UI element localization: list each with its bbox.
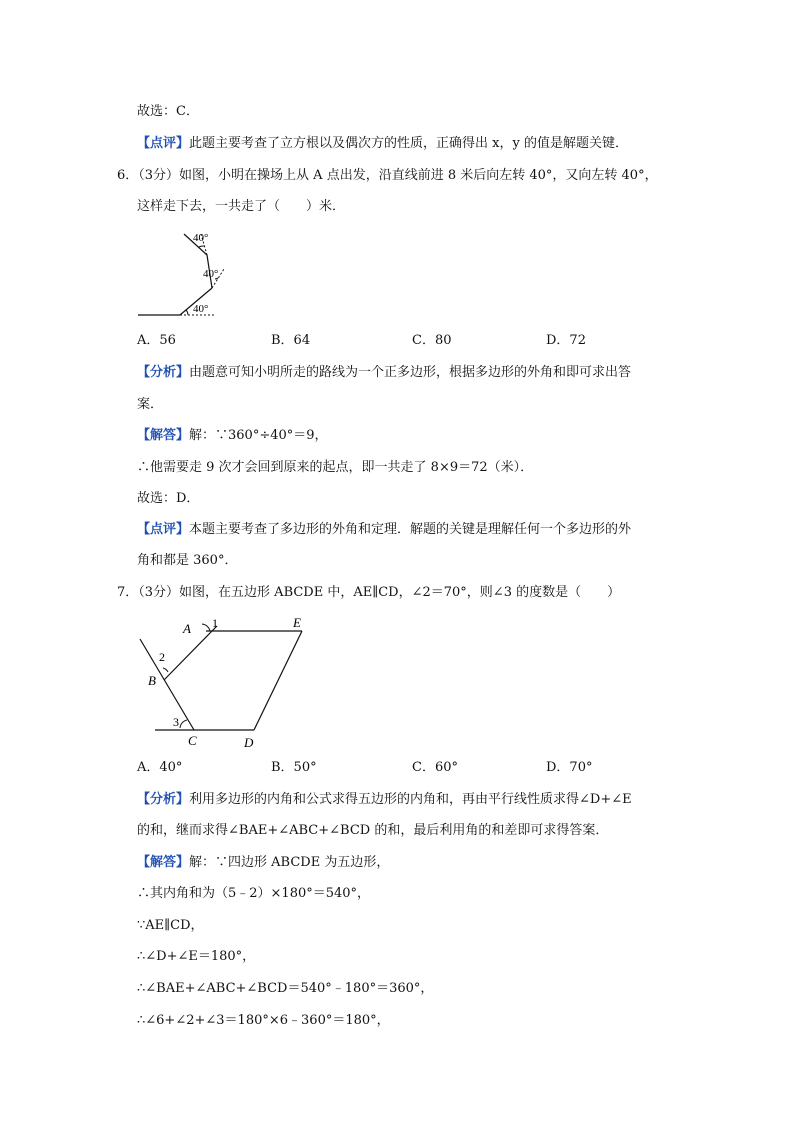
q6-analysis-line2: 案． — [137, 397, 164, 412]
analysis-text: 由题意可知小明所走的路线为一个正多边形，根据多边形的外角和即可求出答 — [189, 365, 632, 380]
q6-analysis-line1 — [137, 364, 631, 382]
q7-label-1: 1 — [212, 616, 218, 630]
solution-tag: 【解答】 — [137, 855, 190, 870]
comment-text: 本题主要考查了多边形的外角和定理．解题的关键是理解任何一个多边形的外 — [189, 522, 632, 537]
comment-tag: 【点评】 — [137, 136, 190, 151]
q6-stem-line1: 6．（3分）如图，小明在操场上从 A 点出发，沿直线前进 8 米后向左转 40°，又向左转 40°， — [117, 168, 658, 183]
solution-text: 解：∵360°÷40°＝9， — [189, 428, 328, 443]
q7-solution-line1 — [137, 854, 389, 872]
q6-option-b: B．64 — [271, 333, 311, 348]
comment-text: 此题主要考查了立方根以及偶次方的性质，正确得出 x，y 的值是解题关键． — [189, 136, 628, 151]
q7-solution-line5: ∴∠BAE+∠ABC+∠BCD＝540°﹣180°＝360°， — [137, 981, 434, 996]
q7-label-3: 3 — [173, 715, 179, 729]
analysis-tag: 【分析】 — [137, 365, 190, 380]
q7-solution-line4: ∴∠D+∠E＝180°， — [137, 949, 256, 964]
q6-comment-line1 — [137, 521, 631, 539]
q7-figure — [132, 612, 322, 752]
q6-figure — [135, 222, 235, 322]
q7-label-C: C — [188, 733, 197, 748]
q6-angle-label-2: 40° — [203, 268, 219, 280]
q6-option-c: C．80 — [412, 333, 452, 348]
prev-choose: 故选：C． — [137, 104, 199, 119]
q6-choose: 故选：D． — [137, 491, 200, 506]
q6-comment-line2: 角和都是 360°． — [137, 553, 238, 568]
q7-solution-line6: ∴∠6+∠2+∠3＝180°×6﹣360°＝180°， — [137, 1013, 390, 1028]
q7-label-A: A — [183, 621, 191, 636]
q7-analysis-line1 — [137, 791, 632, 809]
q7-solution-line3: ∵AE∥CD， — [137, 918, 204, 933]
q6-angle-label-3: 40° — [193, 232, 209, 244]
q6-solution-line2: ∴他需要走 9 次才会回到原来的起点，即一共走了 8×9＝72（米）． — [137, 460, 534, 475]
analysis-tag: 【分析】 — [137, 792, 190, 807]
q7-label-D: D — [244, 735, 254, 750]
q7-option-c: C．60° — [412, 760, 458, 775]
q7-stem: 7．（3分）如图，在五边形 ABCDE 中，AE∥CD，∠2＝70°，则∠3 的度数是（ ） — [117, 585, 621, 600]
q7-analysis-line2: 的和，继而求得∠BAE+∠ABC+∠BCD 的和，最后利用角的和差即可求得答案． — [137, 823, 609, 838]
q7-option-b: B．50° — [271, 760, 317, 775]
q7-option-a: A．40° — [137, 760, 183, 775]
analysis-text: 利用多边形的内角和公式求得五边形的内角和，再由平行线性质求得∠D+∠E — [189, 792, 632, 807]
q6-option-a: A．56 — [137, 333, 176, 348]
prev-comment — [137, 135, 628, 153]
solution-text: 解：∵四边形 ABCDE 为五边形， — [189, 855, 390, 870]
q7-label-B: B — [148, 673, 156, 688]
q6-option-d: D．72 — [546, 333, 586, 348]
q6-angle-label-1: 40° — [193, 303, 209, 315]
q7-option-d: D．70° — [546, 760, 593, 775]
comment-tag: 【点评】 — [137, 522, 190, 537]
q7-solution-line2: ∴其内角和为（5﹣2）×180°＝540°， — [137, 886, 371, 901]
q6-stem-line2: 这样走下去，一共走了（ ）米． — [137, 199, 346, 214]
solution-tag: 【解答】 — [137, 428, 190, 443]
q7-label-2: 2 — [159, 650, 165, 664]
q7-label-E: E — [293, 615, 301, 630]
q6-solution-line1 — [137, 427, 328, 445]
